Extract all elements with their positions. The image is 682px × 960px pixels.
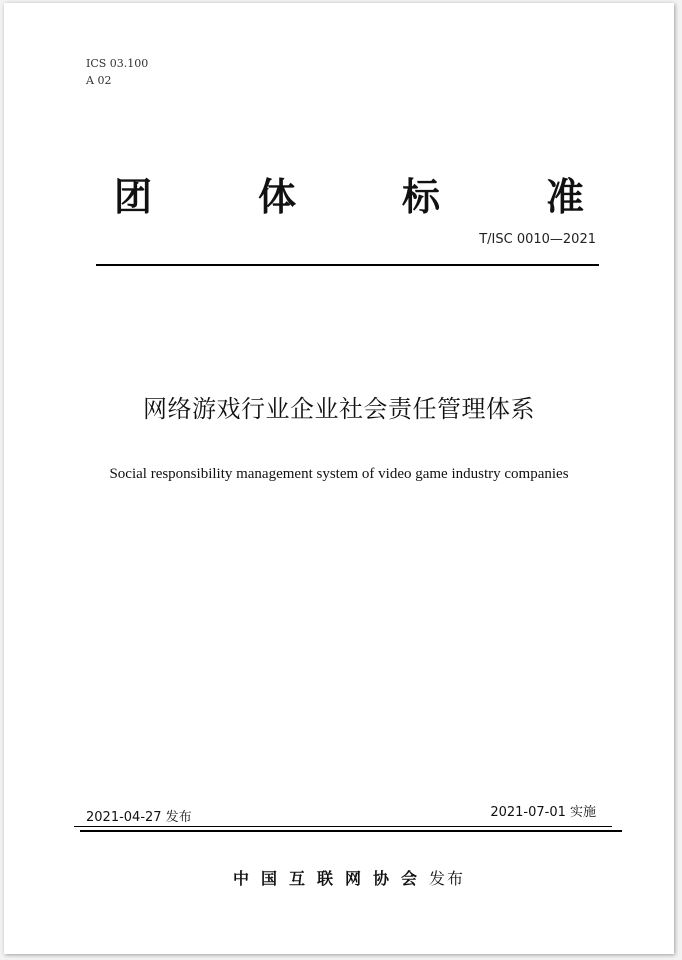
- document-title-english: Social responsibility management system of video game industry companies: [109, 466, 569, 482]
- standard-number: T/ISC 0010—2021: [479, 232, 596, 247]
- footer-divider-thick: [80, 830, 622, 832]
- footer-divider-thin: [74, 826, 612, 827]
- publisher-verb: 发布: [429, 869, 466, 888]
- standard-type-char: 标: [401, 175, 440, 219]
- classification-codes: [86, 55, 148, 89]
- header-divider: [96, 264, 599, 266]
- document-title-chinese: 网络游戏行业企业社会责任管理体系: [143, 395, 535, 423]
- standard-type-title: [114, 166, 584, 221]
- document-page: [4, 3, 674, 954]
- publisher-name: 中国互联网协会: [232, 869, 429, 888]
- publisher-line: [4, 866, 682, 889]
- standard-type-char: 团: [114, 175, 153, 219]
- implementation-date: 2021-07-01 实施: [490, 805, 596, 820]
- release-date: 2021-04-27 发布: [86, 810, 192, 825]
- standard-type-char: 准: [545, 175, 584, 219]
- standard-type-char: 体: [257, 175, 296, 219]
- ccs-code: A 02: [86, 74, 112, 87]
- ics-code: ICS 03.100: [86, 57, 149, 70]
